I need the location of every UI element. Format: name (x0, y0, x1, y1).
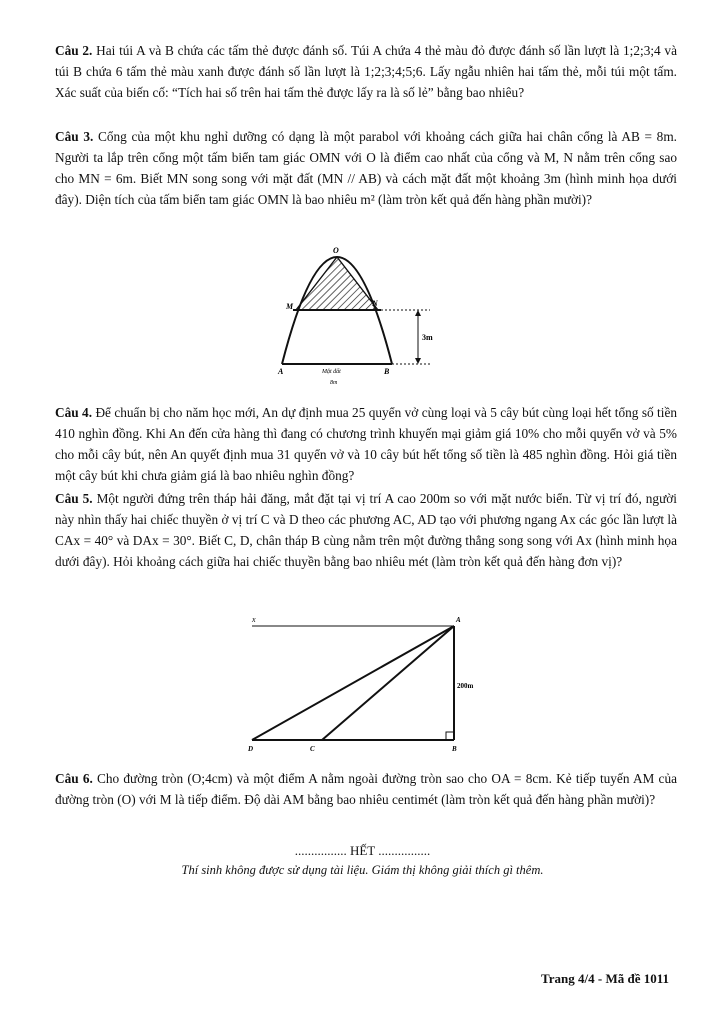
question-text: Cho đường tròn (O;4cm) và một điểm A nằm ngoài đường tròn sao cho OA = 8cm. Kẻ tiếp tuyến AM của đường tròn (O) với M là tiếp điểm. Độ dài AM bằng bao nhiêu centimét (làm tròn kết quả đến hàng phần mười)? (55, 771, 678, 807)
ground-label: Mặt đất (322, 369, 341, 375)
arrow-down-icon (415, 358, 421, 364)
page-footer: Trang 4/4 - Mã đề 1011 (541, 971, 669, 986)
label-b: B (384, 367, 390, 376)
right-angle-icon (446, 732, 454, 740)
question-label: Câu 5. (55, 491, 93, 506)
width-label: 8m (330, 380, 338, 386)
question-4 (55, 402, 677, 486)
label-n: N (372, 299, 378, 308)
question-6 (55, 768, 677, 810)
question-2 (55, 40, 677, 103)
label-x: x (252, 615, 256, 624)
question-3 (55, 126, 677, 210)
question-label: Câu 3. (55, 129, 94, 144)
triangle-omn (296, 257, 378, 310)
question-text: Cổng của một khu nghỉ dưỡng có dạng là một parabol với khoảng cách giữa hai chân cổng là AB = 8m. Người ta lắp trên cổng một tấm biển tam giác OMN với O là điểm cao nhất của cổng và M, N nằm trên cổng sao cho MN = 6m. Biết MN song song với mặt đất (MN // AB) và cách mặt đất một khoảng 3m (hình minh họa dưới đây). Diện tích của tấm biển tam giác OMN là bao nhiêu m² (làm tròn kết quả đến hàng phần mười)? (55, 129, 677, 207)
question-text: Hai túi A và B chứa các tấm thẻ được đánh số. Túi A chứa 4 thẻ màu đỏ được đánh số lần lượt là 1;2;3;4 và túi B chứa 6 tấm thẻ màu xanh được đánh số lần lượt là 1;2;3;4;5;6. Lấy ngẫu nhiên hai tấm thẻ, mỗi túi một tấm. Xác suất của biến cố: “Tích hai số trên hai tấm thẻ được lấy ra là số lẻ” bằng bao nhiêu? (55, 43, 677, 100)
label-b: B (452, 745, 457, 753)
question-text: Một người đứng trên tháp hải đăng, mắt đặt tại vị trí A cao 200m so với mặt nước biển. Từ vị trí đó, người này nhìn thấy hai chiếc thuyền ở vị trí C và D theo các phương AC, AD tạo với phương ngang Ax các góc lần lượt là CAx = 40° và DAx = 30°. Biết C, D, chân tháp B cùng nằm trên một đường thẳng song song với Ax (hình minh họa dưới đây). Hỏi khoảng cách giữa hai chiếc thuyền bằng bao nhiêu mét (làm tròn kết quả đến hàng đơn vị)? (55, 491, 677, 569)
label-a: A (278, 367, 284, 376)
label-o: O (333, 246, 339, 255)
arrow-up-icon (415, 310, 421, 316)
height-label: 200m (457, 682, 474, 690)
question-text: Để chuẩn bị cho năm học mới, An dự định mua 25 quyển vở cùng loại và 5 cây bút cùng loại hết tổng số tiền 410 nghìn đồng. Khi An đến cửa hàng thì đang có chương trình khuyến mại giảm giá 10% cho mỗi quyển vở và 5% cho mỗi cây bút, nên An quyết định mua 31 quyển vở và 10 cây bút hết tổng số tiền là 485 nghìn đồng. Hỏi giá tiền một cây bút khi chưa giảm giá là bao nhiêu nghìn đồng? (55, 405, 677, 483)
gate-figure (270, 242, 450, 387)
exam-note: Thí sinh không được sử dụng tài liệu. Giám thị không giải thích gì thêm. (181, 863, 544, 877)
lighthouse-figure (240, 612, 480, 757)
question-label: Câu 2. (55, 43, 93, 58)
label-d: D (248, 745, 254, 753)
question-label: Câu 6. (55, 771, 93, 786)
height-label: 3m (422, 333, 433, 342)
line-ad (252, 626, 454, 740)
label-c: C (310, 745, 315, 753)
label-a: A (456, 616, 461, 624)
end-marker: ................ HẾT ................ (294, 843, 431, 858)
line-ac (322, 626, 454, 740)
question-label: Câu 4. (55, 405, 93, 420)
question-5 (55, 488, 677, 572)
label-m: M (286, 302, 294, 311)
